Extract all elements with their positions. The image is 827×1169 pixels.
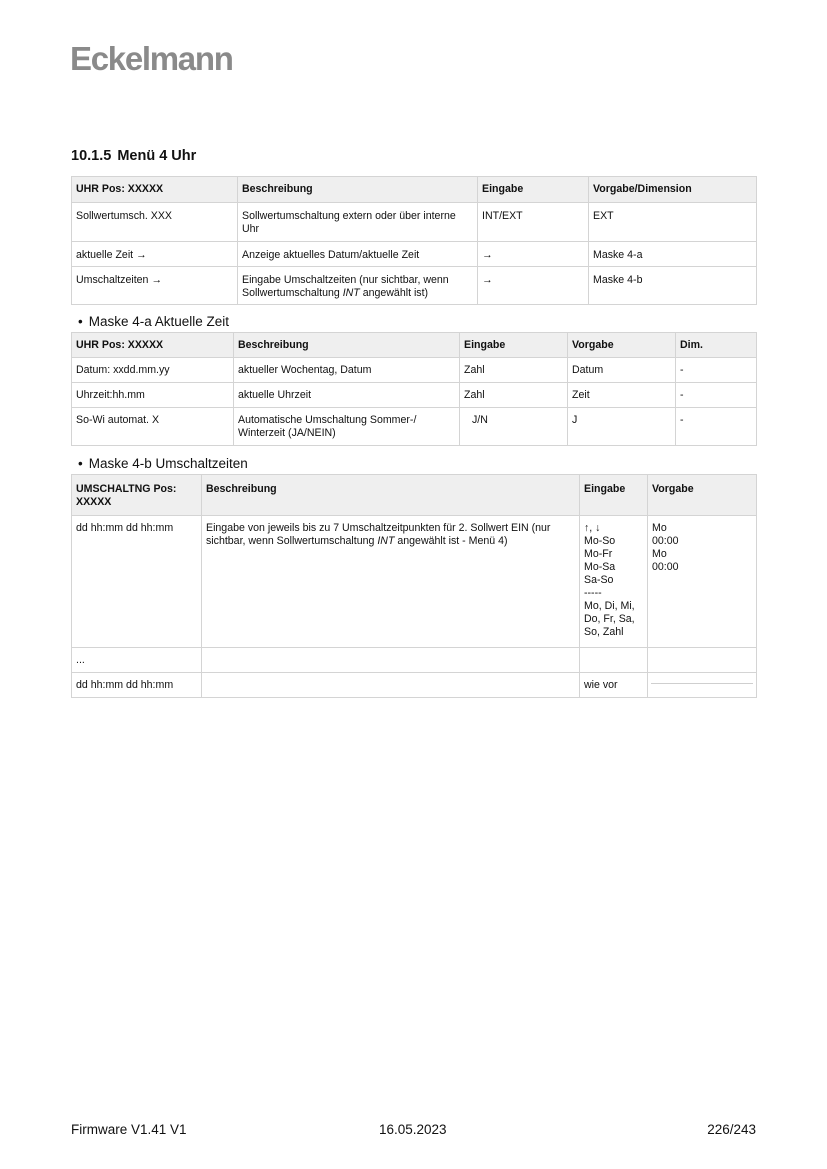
option-arrows: ↑, ↓ <box>584 522 601 534</box>
bullet-icon: • <box>78 456 83 471</box>
desc-italic: INT <box>377 535 395 547</box>
mask-4a-table <box>71 332 757 446</box>
cell-pos: Datum: xxdd.mm.yy <box>72 358 234 383</box>
desc-italic: INT <box>342 287 360 299</box>
cell-pos: Uhrzeit:hh.mm <box>72 383 234 408</box>
cell-vorgabe: Maske 4-a <box>589 242 757 267</box>
option: Mo-Sa <box>584 561 616 573</box>
header-eingabe: Eingabe <box>460 333 568 358</box>
cell-divider <box>651 683 753 684</box>
mask-4b-title: Maske 4-b Umschaltzeiten <box>88 456 248 471</box>
table-row[interactable] <box>72 242 757 267</box>
cell-vorgabe <box>648 673 757 698</box>
footer-version: Firmware V1.41 V1 <box>71 1122 187 1137</box>
cell-dim: - <box>676 408 757 446</box>
cell-vorgabe: Datum <box>568 358 676 383</box>
header-beschreibung: Beschreibung <box>238 177 478 203</box>
cell-eingabe: INT/EXT <box>478 203 589 242</box>
footer-page-number: 226/243 <box>707 1122 756 1137</box>
table-row <box>72 203 757 242</box>
header-umschaltng-pos: UMSCHALTNG Pos: XXXXX <box>72 475 202 516</box>
cell-dim: - <box>676 358 757 383</box>
section-title: Menü 4 Uhr <box>117 148 197 164</box>
desc-text: Eingabe Umschaltzeiten (nur sichtbar, wenn Sollwertumschaltung <box>242 274 449 299</box>
cell-beschreibung <box>238 267 478 305</box>
mask-4a-heading <box>78 314 229 329</box>
option: Mo, Di, Mi, <box>584 600 635 612</box>
cell-eingabe: Zahl <box>460 383 568 408</box>
header-vorgabe: Vorgabe <box>568 333 676 358</box>
value: 00:00 <box>652 561 679 573</box>
cell-eingabe-arrow: → <box>478 267 589 305</box>
cell-beschreibung <box>202 516 580 648</box>
table-row[interactable] <box>72 267 757 305</box>
mask-4b-table <box>71 474 757 698</box>
table-row <box>72 383 757 408</box>
option: Mo-So <box>584 535 616 547</box>
header-beschreibung: Beschreibung <box>234 333 460 358</box>
cell-pos: So-Wi automat. X <box>72 408 234 446</box>
cell-pos: ... <box>72 648 202 673</box>
cell-beschreibung: aktueller Wochentag, Datum <box>234 358 460 383</box>
desc-text: Eingabe von jeweils bis zu 7 Umschaltzeitpunkten für 2. Sollwert EIN (nur sichtbar, wenn Sollwertumschaltung <box>206 522 551 547</box>
cell-beschreibung: aktuelle Uhrzeit <box>234 383 460 408</box>
mask-4a-title: Maske 4-a Aktuelle Zeit <box>88 314 230 329</box>
table-header-row <box>72 475 757 516</box>
option-separator: ----- <box>584 587 602 599</box>
cell-pos-link[interactable]: aktuelle Zeit → <box>72 242 238 267</box>
header-eingabe: Eingabe <box>478 177 589 203</box>
uhr-menu-table <box>71 176 757 305</box>
cell-vorgabe: J <box>568 408 676 446</box>
cell-eingabe: J/N <box>460 408 568 446</box>
option: So, Zahl <box>584 626 624 638</box>
cell-eingabe-options <box>580 516 648 648</box>
value: 00:00 <box>652 535 679 547</box>
cell-beschreibung <box>202 673 580 698</box>
header-beschreibung: Beschreibung <box>202 475 580 516</box>
section-number: 10.1.5 <box>71 148 112 164</box>
cell-eingabe <box>580 648 648 673</box>
table-row <box>72 408 757 446</box>
cell-beschreibung <box>202 648 580 673</box>
header-eingabe: Eingabe <box>580 475 648 516</box>
cell-eingabe-arrow: → <box>478 242 589 267</box>
table-header-row <box>72 177 757 203</box>
header-dim: Dim. <box>676 333 757 358</box>
option: Sa-So <box>584 574 614 586</box>
cell-beschreibung: Sollwertumschaltung extern oder über interne Uhr <box>238 203 478 242</box>
option: Do, Fr, Sa, <box>584 613 635 625</box>
cell-beschreibung: Automatische Umschaltung Sommer-/ Winterzeit (JA/NEIN) <box>234 408 460 446</box>
header-vorgabe-dimension: Vorgabe/Dimension <box>589 177 757 203</box>
table-row <box>72 648 757 673</box>
mask-4b-heading <box>78 456 248 471</box>
table-row <box>72 673 757 698</box>
table-row <box>72 358 757 383</box>
cell-pos: dd hh:mm dd hh:mm <box>72 673 202 698</box>
cell-dim: - <box>676 383 757 408</box>
desc-suffix: angewählt ist) <box>359 287 429 299</box>
footer-date: 16.05.2023 <box>379 1122 447 1137</box>
cell-vorgabe: EXT <box>589 203 757 242</box>
header-uhr-pos: UHR Pos: XXXXX <box>72 177 238 203</box>
value: Mo <box>652 522 667 534</box>
eckelmann-logo: Eckelmann <box>70 40 233 77</box>
cell-vorgabe-values <box>648 516 757 648</box>
cell-pos-link[interactable]: Umschaltzeiten → <box>72 267 238 305</box>
cell-vorgabe: Maske 4-b <box>589 267 757 305</box>
cell-eingabe: wie vor <box>580 673 648 698</box>
section-heading <box>71 148 196 164</box>
value: Mo <box>652 548 667 560</box>
cell-eingabe: Zahl <box>460 358 568 383</box>
table-header-row <box>72 333 757 358</box>
header-uhr-pos: UHR Pos: XXXXX <box>72 333 234 358</box>
cell-vorgabe: Zeit <box>568 383 676 408</box>
table-row <box>72 516 757 648</box>
cell-pos: Sollwertumsch. XXX <box>72 203 238 242</box>
cell-beschreibung: Anzeige aktuelles Datum/aktuelle Zeit <box>238 242 478 267</box>
desc-suffix: angewählt ist - Menü 4) <box>394 535 508 547</box>
bullet-icon: • <box>78 314 83 329</box>
option: Mo-Fr <box>584 548 613 560</box>
cell-pos: dd hh:mm dd hh:mm <box>72 516 202 648</box>
header-vorgabe: Vorgabe <box>648 475 757 516</box>
cell-vorgabe <box>648 648 757 673</box>
